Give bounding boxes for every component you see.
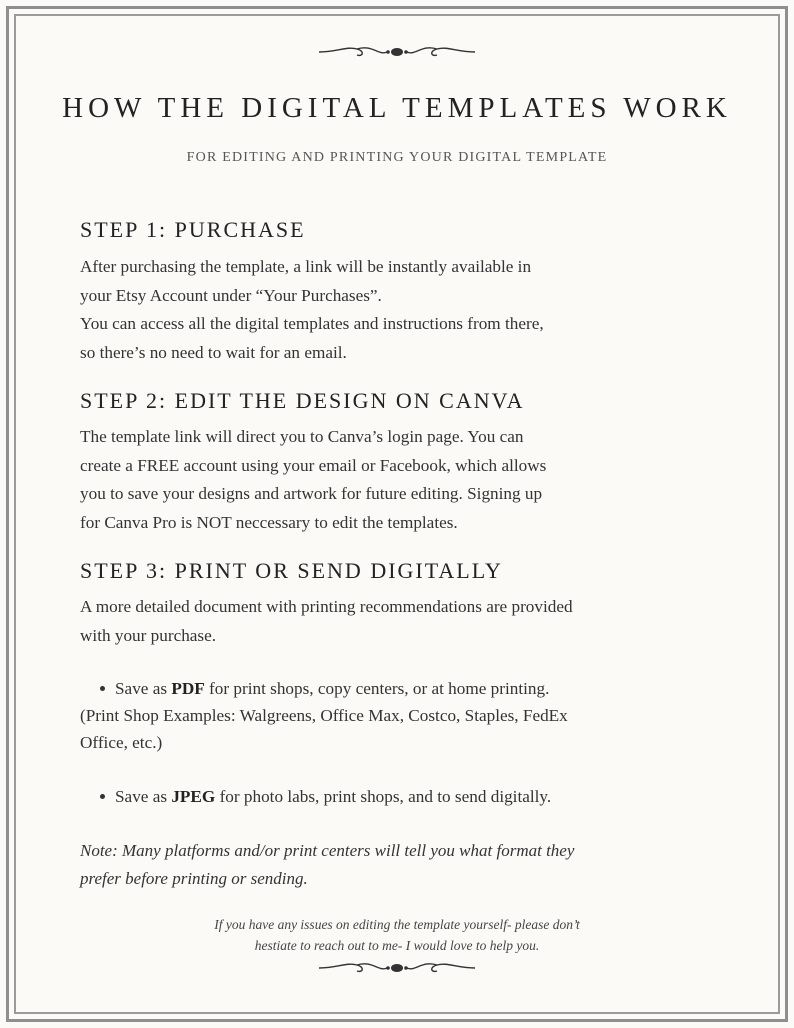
note-line: Note: Many platforms and/or print centers will tell you what format they	[80, 841, 575, 860]
step-1-line: After purchasing the template, a link will be instantly available in	[80, 257, 532, 276]
step-1-text	[80, 253, 720, 367]
step-3-heading: STEP 3: PRINT OR SEND DIGITALLY	[80, 558, 503, 583]
format-pdf: PDF	[171, 679, 205, 698]
step-1-line: You can access all the digital templates and instructions from there,	[80, 314, 544, 333]
step-2-heading: STEP 2: EDIT THE DESIGN ON CANVA	[80, 388, 525, 413]
note-text	[80, 837, 720, 893]
note-line: prefer before printing or sending.	[80, 869, 308, 888]
step-1-heading: STEP 1: PURCHASE	[80, 217, 306, 242]
bullet-prefix: Save as	[115, 679, 172, 698]
footer-text	[0, 914, 794, 956]
step-2-line: The template link will direct you to Canva’s login page. You can	[80, 427, 524, 446]
bullet-jpeg	[80, 783, 720, 810]
step-1-line: your Etsy Account under “Your Purchases”.	[80, 285, 382, 305]
step-1-line: so there’s no need to wait for an email.	[80, 342, 347, 362]
bullet-suffix: for photo labs, print shops, and to send digitally.	[215, 787, 552, 806]
bullet-prefix: Save as	[115, 787, 172, 806]
footer-line: If you have any issues on editing the template yourself- please don’t	[214, 917, 580, 932]
flourish-top-icon	[317, 42, 477, 62]
page-subtitle: FOR EDITING AND PRINTING YOUR DIGITAL TEMPLATE	[186, 150, 608, 165]
bullet-jpeg-line	[80, 783, 720, 810]
step-2-line: you to save your designs and artwork for future editing. Signing up	[80, 484, 543, 503]
bullet-dot-icon	[100, 686, 105, 691]
step-2-text	[80, 423, 720, 537]
bullet-pdf-line	[80, 675, 720, 702]
step-2-line: for Canva Pro is NOT neccessary to edit the templates.	[80, 512, 458, 532]
bullet-suffix: for print shops, copy centers, or at home printing.	[204, 679, 550, 698]
step-3-line: with your purchase.	[80, 625, 217, 645]
bullet-pdf	[80, 675, 720, 756]
format-jpeg: JPEG	[171, 787, 216, 806]
step-2-line: create a FREE account using your email or Facebook, which allows	[80, 455, 547, 475]
bullet-extra-line: (Print Shop Examples: Walgreens, Office Max, Costco, Staples, FedEx	[80, 706, 568, 725]
flourish-bottom-icon	[317, 958, 477, 978]
step-3-text	[80, 593, 720, 650]
bullet-dot-icon	[100, 794, 105, 799]
footer-line: hestiate to reach out to me- I would love to help you.	[254, 938, 540, 953]
page-title: HOW THE DIGITAL TEMPLATES WORK	[62, 92, 732, 124]
step-3-line: A more detailed document with printing recommendations are provided	[80, 597, 573, 616]
bullet-extra-line: Office, etc.)	[80, 733, 163, 752]
